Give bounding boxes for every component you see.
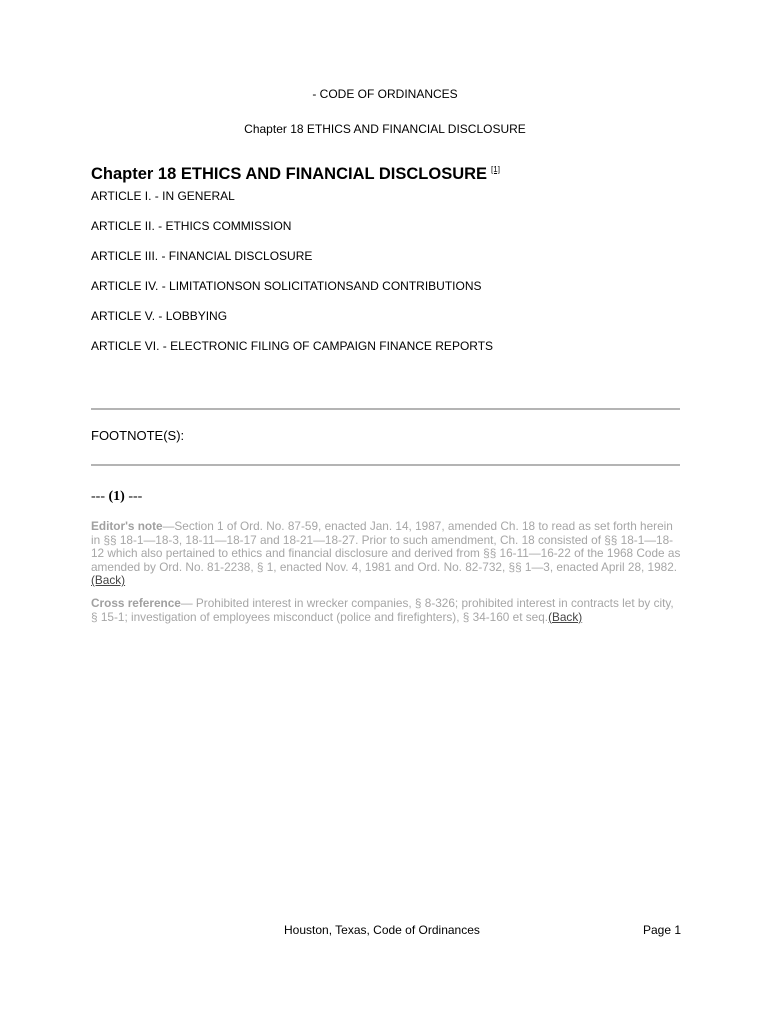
editors-note: [91, 520, 681, 588]
back-link[interactable]: (Back): [548, 609, 583, 624]
editors-note-text: —Section 1 of Ord. No. 87-59, enacted Jan. 14, 1987, amended Ch. 18 to read as set forth herein in §§ 18-1—18-3, 18-11—18-17 and 18-21—18-27. Prior to such amendment, Ch. 18 consisted of §§ 18-1—18-12 which also pertained to ethics and financial disclosure and derived from §§ 16-11—16-22 of the 1968 Code as amended by Ord. No. 81-2238, § 1, enacted Nov. 4, 1981 and Ord. No. 82-732, §§ 1—3, enacted April 28, 1982.: [91, 519, 681, 574]
footnote-number: (1): [108, 489, 125, 504]
chapter-title: Chapter 18 ETHICS AND FINANCIAL DISCLOSURE: [91, 165, 488, 183]
footer-source: Houston, Texas, Code of Ordinances: [284, 923, 480, 937]
cross-reference-label: Cross reference: [91, 596, 181, 610]
back-link[interactable]: (Back): [91, 573, 126, 588]
article-link-6[interactable]: ARTICLE VI. - ELECTRONIC FILING OF CAMPAIGN FINANCE REPORTS: [91, 339, 494, 353]
chapter-heading: [91, 165, 500, 184]
divider-bottom: [91, 464, 680, 466]
footnote-marker: --- (1) ---: [91, 489, 143, 504]
editors-note-label: Editor's note: [91, 519, 163, 533]
divider-top: [91, 408, 680, 410]
footnote-ref-link[interactable]: [1]: [491, 165, 500, 174]
document-header-chapter: Chapter 18 ETHICS AND FINANCIAL DISCLOSURE: [244, 122, 526, 136]
cross-reference-note: [91, 597, 681, 624]
document-header-title: - CODE OF ORDINANCES: [312, 87, 458, 101]
article-link-1[interactable]: ARTICLE I. - IN GENERAL: [91, 189, 235, 203]
article-link-3[interactable]: ARTICLE III. - FINANCIAL DISCLOSURE: [91, 249, 313, 263]
article-link-5[interactable]: ARTICLE V. - LOBBYING: [91, 309, 228, 323]
footnotes-label: FOOTNOTE(S):: [91, 428, 185, 443]
article-link-4[interactable]: ARTICLE IV. - LIMITATIONSON SOLICITATIONSAND CONTRIBUTIONS: [91, 279, 482, 293]
article-link-2[interactable]: ARTICLE II. - ETHICS COMMISSION: [91, 219, 292, 233]
cross-reference-text: — Prohibited interest in wrecker companies, § 8-326; prohibited interest in contracts let by city, § 15-1; investigation of employees misconduct (police and firefighters), § 34-160 et seq.: [91, 596, 674, 624]
page-number: Page 1: [643, 923, 682, 937]
